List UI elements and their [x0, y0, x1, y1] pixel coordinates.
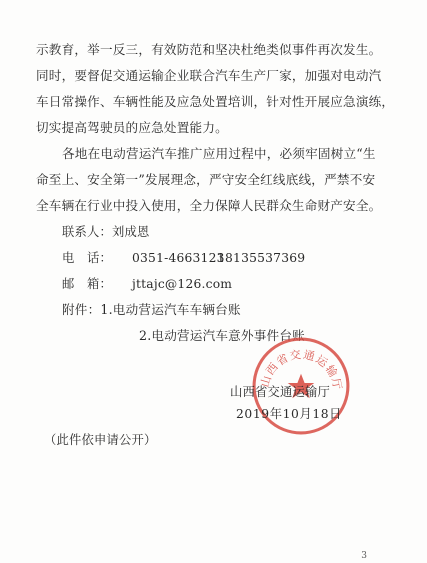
body-line: 同时，要督促交通运输企业联合汽车生产厂家，加强对电动汽	[36, 68, 382, 83]
signature-org: 山西省交通运输厅	[230, 385, 330, 399]
contact-phone-label: 电 话：	[62, 251, 112, 265]
contact-phone	[62, 250, 306, 266]
attachments-label: 附件：	[62, 302, 101, 317]
contact-person-name: 刘成恩	[112, 225, 150, 239]
body-line: 车日常操作、车辆性能及应急处置培训，针对性开展应急演练，	[36, 94, 395, 109]
attachments	[62, 302, 241, 318]
body-line: 切实提高驾驶员的应急处置能力。	[36, 120, 228, 135]
signature-date: 2019年10月18日	[236, 407, 343, 421]
contact-phone-1: 0351-4663123	[132, 251, 225, 265]
attachment-item: 2.电动营运汽车意外事件台账	[139, 328, 305, 343]
attachment-item: 1.电动营运汽车车辆台账	[100, 302, 241, 317]
body-line: 示教育，举一反三，有效防范和坚决杜绝类似事件再次发生。	[36, 42, 382, 57]
seal-text: 山西省交通运输厅	[258, 348, 345, 392]
page-number: 3	[361, 551, 367, 561]
body-line: 各地在电动营运汽车推广应用过程中，必须牢固树立“生	[62, 146, 376, 161]
contact-phone-2: 18135537369	[217, 251, 306, 265]
contact-person-label: 联系人：	[62, 225, 112, 239]
body-line: 命至上、安全第一”发展理念，严守安全红线底线，严禁不安	[36, 172, 376, 187]
contact-person	[62, 224, 150, 240]
body-line: 全车辆在行业中投入使用，全力保障人民群众生命财产安全。	[36, 198, 382, 213]
disclosure-note: （此件依申请公开）	[44, 433, 157, 447]
contact-email-label: 邮 箱：	[62, 277, 112, 291]
contact-email-value: jttajc@126.com	[132, 277, 233, 291]
contact-email	[62, 276, 233, 292]
